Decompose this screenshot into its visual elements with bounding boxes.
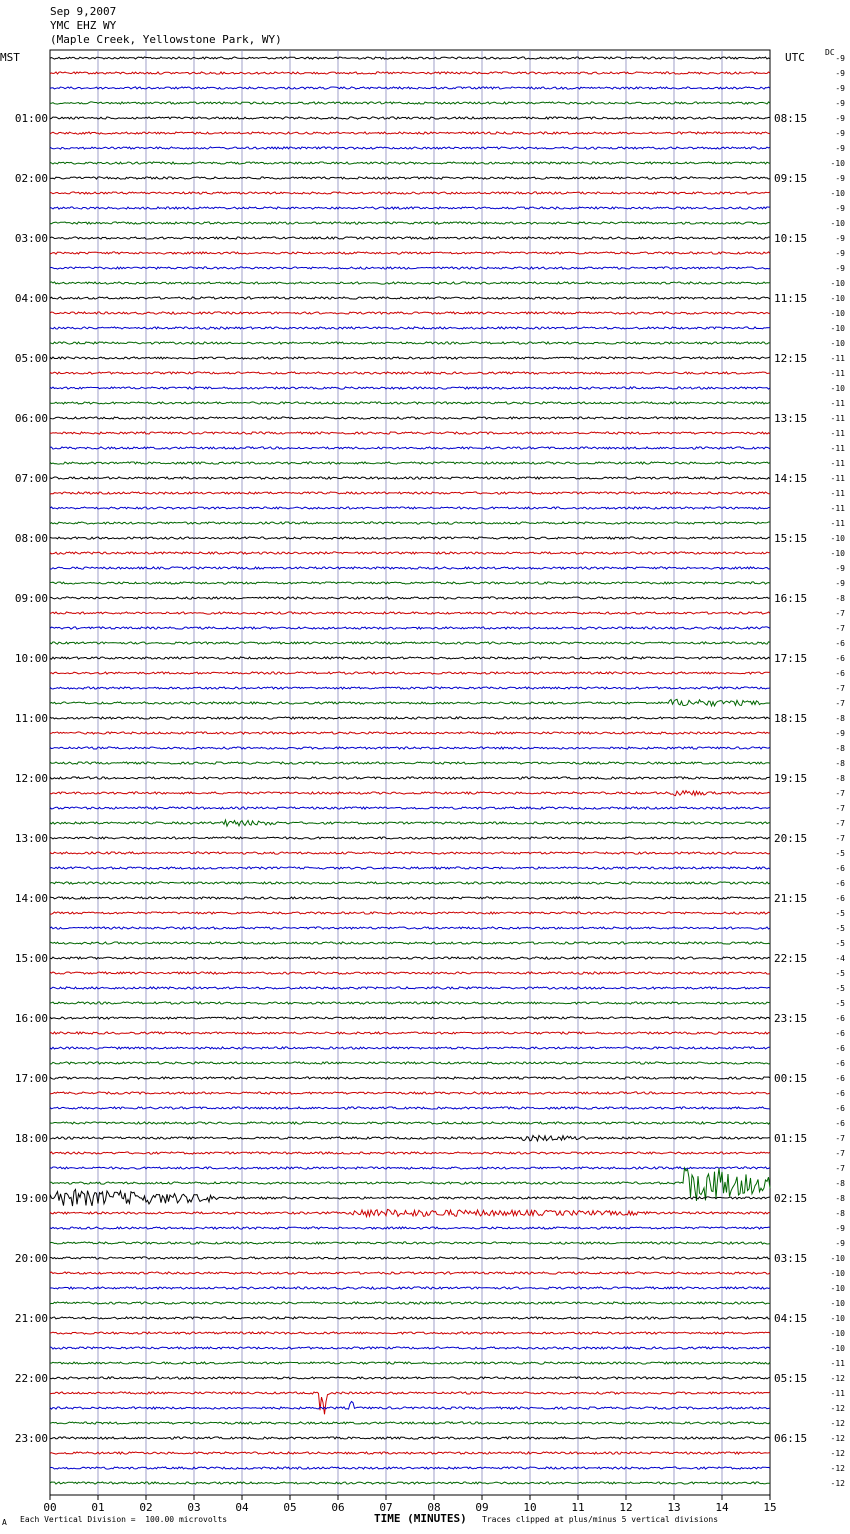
right-timezone-label: UTC: [785, 51, 805, 64]
dc-offset-label: -10: [830, 1329, 845, 1338]
trace-28: [50, 477, 770, 479]
right-hour-label: 21:15: [774, 892, 808, 905]
right-hour-label: 08:15: [774, 112, 808, 125]
dc-offset-label: -7: [835, 699, 845, 708]
dc-offset-label: -7: [835, 804, 845, 813]
trace-53: [50, 852, 770, 854]
trace-47: [50, 762, 770, 764]
left-hour-label: 14:00: [14, 892, 48, 905]
trace-89: [50, 1392, 770, 1414]
dc-offset-label: -6: [835, 864, 845, 873]
station-location: (Maple Creek, Yellowstone Park, WY): [50, 33, 282, 46]
dc-offset-label: -5: [835, 999, 845, 1008]
x-tick-label: 15: [763, 1501, 777, 1514]
dc-offset-label: -9: [835, 249, 845, 258]
trace-67: [50, 1062, 770, 1064]
trace-71: [50, 1122, 770, 1124]
trace-85: [50, 1332, 770, 1334]
dc-offset-label: -6: [835, 1089, 845, 1098]
trace-90: [50, 1402, 770, 1410]
dc-offset-label: -6: [835, 879, 845, 888]
scale-note: Each Vertical Division = 100.00 microvolts: [20, 1515, 228, 1524]
trace-56: [50, 897, 770, 899]
left-hour-label: 09:00: [14, 592, 48, 605]
right-hour-label: 19:15: [774, 772, 808, 785]
dc-offset-label: -6: [835, 1029, 845, 1038]
dc-offset-label: -9: [835, 129, 845, 138]
trace-8: [50, 177, 770, 179]
dc-offset-label: -8: [835, 1209, 845, 1218]
dc-offset-label: -12: [830, 1374, 845, 1383]
left-hour-label: 03:00: [14, 232, 48, 245]
left-hour-label: 05:00: [14, 352, 48, 365]
x-tick-label: 06: [331, 1501, 345, 1514]
trace-7: [50, 162, 770, 164]
trace-30: [50, 507, 770, 509]
trace-4: [50, 117, 770, 119]
trace-88: [50, 1377, 770, 1379]
x-tick-label: 08: [427, 1501, 441, 1514]
dc-offset-label: -5: [835, 969, 845, 978]
dc-offset-label: -10: [830, 324, 845, 333]
right-hour-label: 18:15: [774, 712, 808, 725]
x-tick-label: 14: [715, 1501, 729, 1514]
trace-76: [50, 1189, 770, 1206]
left-hour-label: 17:00: [14, 1072, 48, 1085]
x-tick-label: 02: [139, 1501, 153, 1514]
trace-95: [50, 1482, 770, 1484]
dc-offset-label: -7: [835, 624, 845, 633]
trace-23: [50, 402, 770, 404]
x-tick-label: 04: [235, 1501, 249, 1514]
trace-3: [50, 102, 770, 104]
right-hour-label: 17:15: [774, 652, 808, 665]
dc-offset-label: -9: [835, 99, 845, 108]
trace-50: [50, 807, 770, 809]
dc-offset-label: -9: [835, 264, 845, 273]
dc-offset-label: -6: [835, 1119, 845, 1128]
trace-49: [50, 791, 770, 796]
station-name: YMC EHZ WY: [50, 19, 117, 32]
left-hour-label: 10:00: [14, 652, 48, 665]
dc-offset-label: -6: [835, 1014, 845, 1023]
trace-48: [50, 777, 770, 779]
x-tick-label: 12: [619, 1501, 633, 1514]
dc-offset-label: -4: [835, 954, 845, 963]
dc-offset-label: -6: [835, 1059, 845, 1068]
right-hour-label: 16:15: [774, 592, 808, 605]
right-hour-label: 09:15: [774, 172, 808, 185]
trace-21: [50, 372, 770, 374]
dc-offset-label: -6: [835, 639, 845, 648]
right-hour-label: 05:15: [774, 1372, 808, 1385]
trace-86: [50, 1347, 770, 1349]
dc-offset-label: -9: [835, 729, 845, 738]
dc-offset-label: -7: [835, 1164, 845, 1173]
dc-offset-label: -8: [835, 744, 845, 753]
dc-offset-label: -10: [830, 219, 845, 228]
x-tick-label: 09: [475, 1501, 489, 1514]
trace-73: [50, 1152, 770, 1154]
right-hour-label: 10:15: [774, 232, 808, 245]
right-hour-label: 06:15: [774, 1432, 808, 1445]
trace-15: [50, 282, 770, 284]
trace-60: [50, 957, 770, 959]
dc-offset-label: -5: [835, 939, 845, 948]
trace-84: [50, 1317, 770, 1319]
dc-offset-label: -10: [830, 534, 845, 543]
right-hour-label: 02:15: [774, 1192, 808, 1205]
dc-offset-label: -9: [835, 1239, 845, 1248]
dc-offset-label: -11: [830, 519, 845, 528]
dc-offset-label: -11: [830, 354, 845, 363]
dc-offset-label: -12: [830, 1449, 845, 1458]
dc-offset-label: -7: [835, 819, 845, 828]
dc-offset-label: -11: [830, 1359, 845, 1368]
dc-offset-label: -8: [835, 759, 845, 768]
dc-offset-label: -5: [835, 984, 845, 993]
left-hour-label: 08:00: [14, 532, 48, 545]
x-tick-label: 05: [283, 1501, 297, 1514]
dc-offset-label: -7: [835, 1149, 845, 1158]
trace-11: [50, 222, 770, 224]
plot-date: Sep 9,2007: [50, 5, 117, 18]
trace-33: [50, 552, 770, 554]
right-hour-label: 11:15: [774, 292, 808, 305]
trace-37: [50, 612, 770, 614]
dc-offset-label: -5: [835, 909, 845, 918]
left-hour-label: 18:00: [14, 1132, 48, 1145]
left-hour-label: 01:00: [14, 112, 48, 125]
left-hour-label: 12:00: [14, 772, 48, 785]
left-hour-label: 02:00: [14, 172, 48, 185]
footer-mark: A: [2, 1518, 7, 1527]
right-hour-label: 12:15: [774, 352, 808, 365]
dc-offset-label: -8: [835, 714, 845, 723]
trace-13: [50, 252, 770, 254]
trace-87: [50, 1362, 770, 1364]
dc-offset-label: -10: [830, 189, 845, 198]
right-hour-label: 14:15: [774, 472, 808, 485]
dc-offset-label: -10: [830, 1344, 845, 1353]
right-hour-label: 20:15: [774, 832, 808, 845]
dc-offset-label: -6: [835, 1104, 845, 1113]
trace-31: [50, 522, 770, 524]
dc-offset-label: -9: [835, 174, 845, 183]
trace-69: [50, 1092, 770, 1094]
dc-offset-label: -12: [830, 1464, 845, 1473]
dc-offset-label: -11: [830, 474, 845, 483]
dc-offset-label: -7: [835, 834, 845, 843]
dc-offset-label: -10: [830, 1269, 845, 1278]
clip-note: Traces clipped at plus/minus 5 vertical divisions: [482, 1515, 719, 1524]
left-hour-label: 15:00: [14, 952, 48, 965]
trace-19: [50, 342, 770, 344]
trace-12: [50, 237, 770, 239]
x-tick-label: 11: [571, 1501, 585, 1514]
trace-79: [50, 1242, 770, 1244]
trace-5: [50, 132, 770, 134]
trace-74: [50, 1167, 770, 1169]
left-hour-label: 06:00: [14, 412, 48, 425]
dc-offset-header: DC: [825, 48, 835, 57]
dc-offset-label: -11: [830, 399, 845, 408]
trace-78: [50, 1227, 770, 1229]
trace-51: [50, 820, 770, 826]
trace-80: [50, 1257, 770, 1259]
dc-offset-label: -11: [830, 1389, 845, 1398]
trace-6: [50, 147, 770, 149]
trace-44: [50, 717, 770, 719]
dc-offset-label: -7: [835, 684, 845, 693]
dc-offset-label: -11: [830, 369, 845, 378]
trace-27: [50, 462, 770, 464]
trace-41: [50, 672, 770, 674]
right-hour-label: 01:15: [774, 1132, 808, 1145]
left-hour-label: 22:00: [14, 1372, 48, 1385]
trace-63: [50, 1002, 770, 1004]
dc-offset-label: -11: [830, 444, 845, 453]
left-hour-label: 16:00: [14, 1012, 48, 1025]
trace-77: [50, 1209, 770, 1216]
dc-offset-label: -10: [830, 309, 845, 318]
trace-36: [50, 597, 770, 599]
x-tick-label: 01: [91, 1501, 105, 1514]
left-hour-label: 04:00: [14, 292, 48, 305]
trace-32: [50, 537, 770, 539]
trace-18: [50, 327, 770, 329]
right-hour-label: 03:15: [774, 1252, 808, 1265]
trace-54: [50, 867, 770, 869]
trace-34: [50, 567, 770, 569]
time-axis-label: TIME (MINUTES): [374, 1512, 467, 1525]
dc-offset-label: -12: [830, 1404, 845, 1413]
left-hour-label: 19:00: [14, 1192, 48, 1205]
trace-10: [50, 207, 770, 209]
dc-offset-label: -6: [835, 669, 845, 678]
dc-offset-label: -7: [835, 609, 845, 618]
trace-91: [50, 1422, 770, 1424]
dc-offset-label: -10: [830, 159, 845, 168]
dc-offset-label: -12: [830, 1479, 845, 1488]
dc-offset-label: -6: [835, 1044, 845, 1053]
trace-82: [50, 1287, 770, 1289]
trace-42: [50, 687, 770, 689]
dc-offset-label: -7: [835, 789, 845, 798]
left-hour-label: 21:00: [14, 1312, 48, 1325]
dc-offset-label: -9: [835, 69, 845, 78]
trace-59: [50, 942, 770, 944]
right-hour-label: 04:15: [774, 1312, 808, 1325]
trace-75: [50, 1168, 770, 1201]
dc-offset-label: -9: [835, 579, 845, 588]
trace-24: [50, 417, 770, 419]
trace-14: [50, 267, 770, 269]
trace-22: [50, 387, 770, 389]
trace-39: [50, 642, 770, 644]
dc-offset-label: -8: [835, 1179, 845, 1188]
right-hour-label: 23:15: [774, 1012, 808, 1025]
trace-26: [50, 447, 770, 449]
trace-57: [50, 912, 770, 914]
trace-52: [50, 837, 770, 839]
x-tick-label: 10: [523, 1501, 537, 1514]
dc-offset-label: -10: [830, 1299, 845, 1308]
dc-offset-label: -11: [830, 429, 845, 438]
trace-83: [50, 1302, 770, 1304]
dc-offset-label: -8: [835, 1194, 845, 1203]
trace-1: [50, 72, 770, 74]
trace-92: [50, 1437, 770, 1439]
x-tick-label: 13: [667, 1501, 681, 1514]
dc-offset-label: -6: [835, 1074, 845, 1083]
right-hour-label: 00:15: [774, 1072, 808, 1085]
trace-46: [50, 747, 770, 749]
trace-2: [50, 87, 770, 89]
dc-offset-label: -10: [830, 294, 845, 303]
trace-70: [50, 1107, 770, 1109]
dc-offset-label: -7: [835, 1134, 845, 1143]
trace-43: [50, 699, 770, 706]
dc-offset-label: -9: [835, 114, 845, 123]
trace-20: [50, 357, 770, 359]
dc-offset-label: -9: [835, 234, 845, 243]
dc-offset-label: -10: [830, 549, 845, 558]
trace-58: [50, 927, 770, 929]
dc-offset-label: -9: [835, 144, 845, 153]
trace-45: [50, 732, 770, 734]
dc-offset-label: -11: [830, 459, 845, 468]
dc-offset-label: -10: [830, 339, 845, 348]
trace-38: [50, 627, 770, 629]
dc-offset-label: -9: [835, 564, 845, 573]
dc-offset-label: -9: [835, 84, 845, 93]
dc-offset-label: -11: [830, 414, 845, 423]
trace-66: [50, 1047, 770, 1049]
x-tick-label: 07: [379, 1501, 393, 1514]
dc-offset-label: -10: [830, 1284, 845, 1293]
x-tick-label: 03: [187, 1501, 201, 1514]
right-hour-label: 15:15: [774, 532, 808, 545]
dc-offset-label: -12: [830, 1434, 845, 1443]
trace-62: [50, 987, 770, 989]
trace-35: [50, 582, 770, 584]
dc-offset-label: -6: [835, 654, 845, 663]
dc-offset-label: -6: [835, 894, 845, 903]
dc-offset-label: -10: [830, 1314, 845, 1323]
trace-68: [50, 1077, 770, 1079]
left-timezone-label: MST: [0, 51, 20, 64]
trace-25: [50, 432, 770, 434]
trace-9: [50, 192, 770, 194]
dc-offset-label: -8: [835, 774, 845, 783]
trace-55: [50, 882, 770, 884]
dc-offset-label: -9: [835, 54, 845, 63]
dc-offset-label: -9: [835, 204, 845, 213]
trace-29: [50, 492, 770, 494]
dc-offset-label: -10: [830, 1254, 845, 1263]
right-hour-label: 13:15: [774, 412, 808, 425]
x-tick-label: 00: [43, 1501, 57, 1514]
trace-61: [50, 972, 770, 974]
dc-offset-label: -10: [830, 279, 845, 288]
trace-17: [50, 312, 770, 314]
left-hour-label: 20:00: [14, 1252, 48, 1265]
left-hour-label: 11:00: [14, 712, 48, 725]
left-hour-label: 07:00: [14, 472, 48, 485]
trace-64: [50, 1017, 770, 1019]
left-hour-label: 13:00: [14, 832, 48, 845]
dc-offset-label: -11: [830, 489, 845, 498]
right-hour-label: 22:15: [774, 952, 808, 965]
dc-offset-label: -5: [835, 924, 845, 933]
dc-offset-label: -11: [830, 504, 845, 513]
trace-81: [50, 1272, 770, 1274]
trace-0: [50, 57, 770, 59]
trace-72: [50, 1136, 770, 1141]
trace-94: [50, 1467, 770, 1469]
trace-65: [50, 1032, 770, 1034]
dc-offset-label: -9: [835, 1224, 845, 1233]
dc-offset-label: -8: [835, 594, 845, 603]
left-hour-label: 23:00: [14, 1432, 48, 1445]
trace-40: [50, 657, 770, 659]
dc-offset-label: -12: [830, 1419, 845, 1428]
dc-offset-label: -5: [835, 849, 845, 858]
trace-93: [50, 1452, 770, 1454]
dc-offset-label: -10: [830, 384, 845, 393]
trace-16: [50, 297, 770, 299]
